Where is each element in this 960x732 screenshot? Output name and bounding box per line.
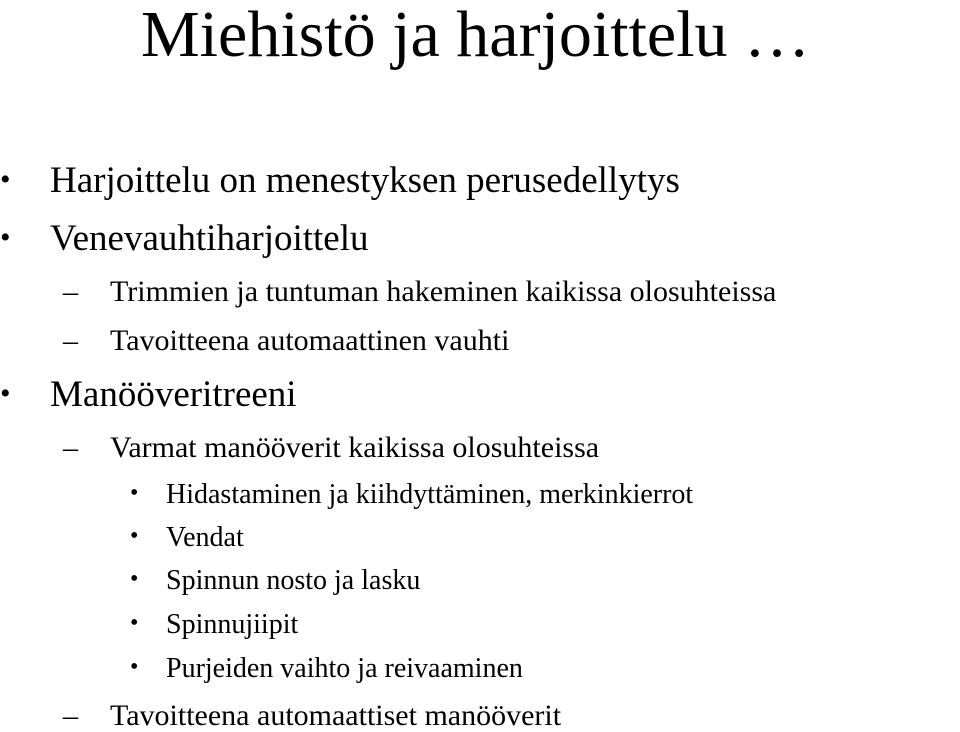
dash-marker: – [63, 431, 78, 464]
bullet-text: Manööveritreeni [50, 374, 297, 415]
sub-sub-item-text: Purjeiden vaihto ja reivaaminen [166, 653, 523, 684]
bullet-text: Venevauhtiharjoittelu [50, 218, 369, 259]
dash-marker: – [63, 699, 78, 732]
dash-marker: – [63, 324, 78, 357]
bullet-marker: • [130, 654, 139, 680]
sub-sub-item-text: Spinnujiipit [166, 609, 299, 640]
sub-item-text: Tavoitteena automaattinen vauhti [110, 324, 510, 357]
sub-sub-item-text: Spinnun nosto ja lasku [166, 565, 421, 596]
bullet-marker: • [130, 610, 139, 636]
sub-sub-item-text: Vendat [166, 522, 244, 553]
dash-marker: – [63, 275, 78, 308]
bullet-marker: • [130, 480, 139, 506]
bullet-text: Harjoittelu on menestyksen perusedellytys [50, 160, 680, 201]
sub-item-text: Tavoitteena automaattiset manööverit [110, 699, 562, 732]
slide-title: Miehistö ja harjoittelu … [141, 0, 811, 71]
bullet-marker: • [130, 523, 139, 549]
sub-item-text: Trimmien ja tuntuman hakeminen kaikissa olosuhteissa [110, 275, 777, 308]
bullet-marker: • [0, 221, 11, 254]
bullet-marker: • [0, 377, 11, 410]
bullet-marker: • [0, 163, 11, 196]
bullet-marker: • [130, 566, 139, 592]
sub-item-text: Varmat manööverit kaikissa olosuhteissa [110, 431, 600, 464]
sub-sub-item-text: Hidastaminen ja kiihdyttäminen, merkinkierrot [166, 479, 694, 510]
